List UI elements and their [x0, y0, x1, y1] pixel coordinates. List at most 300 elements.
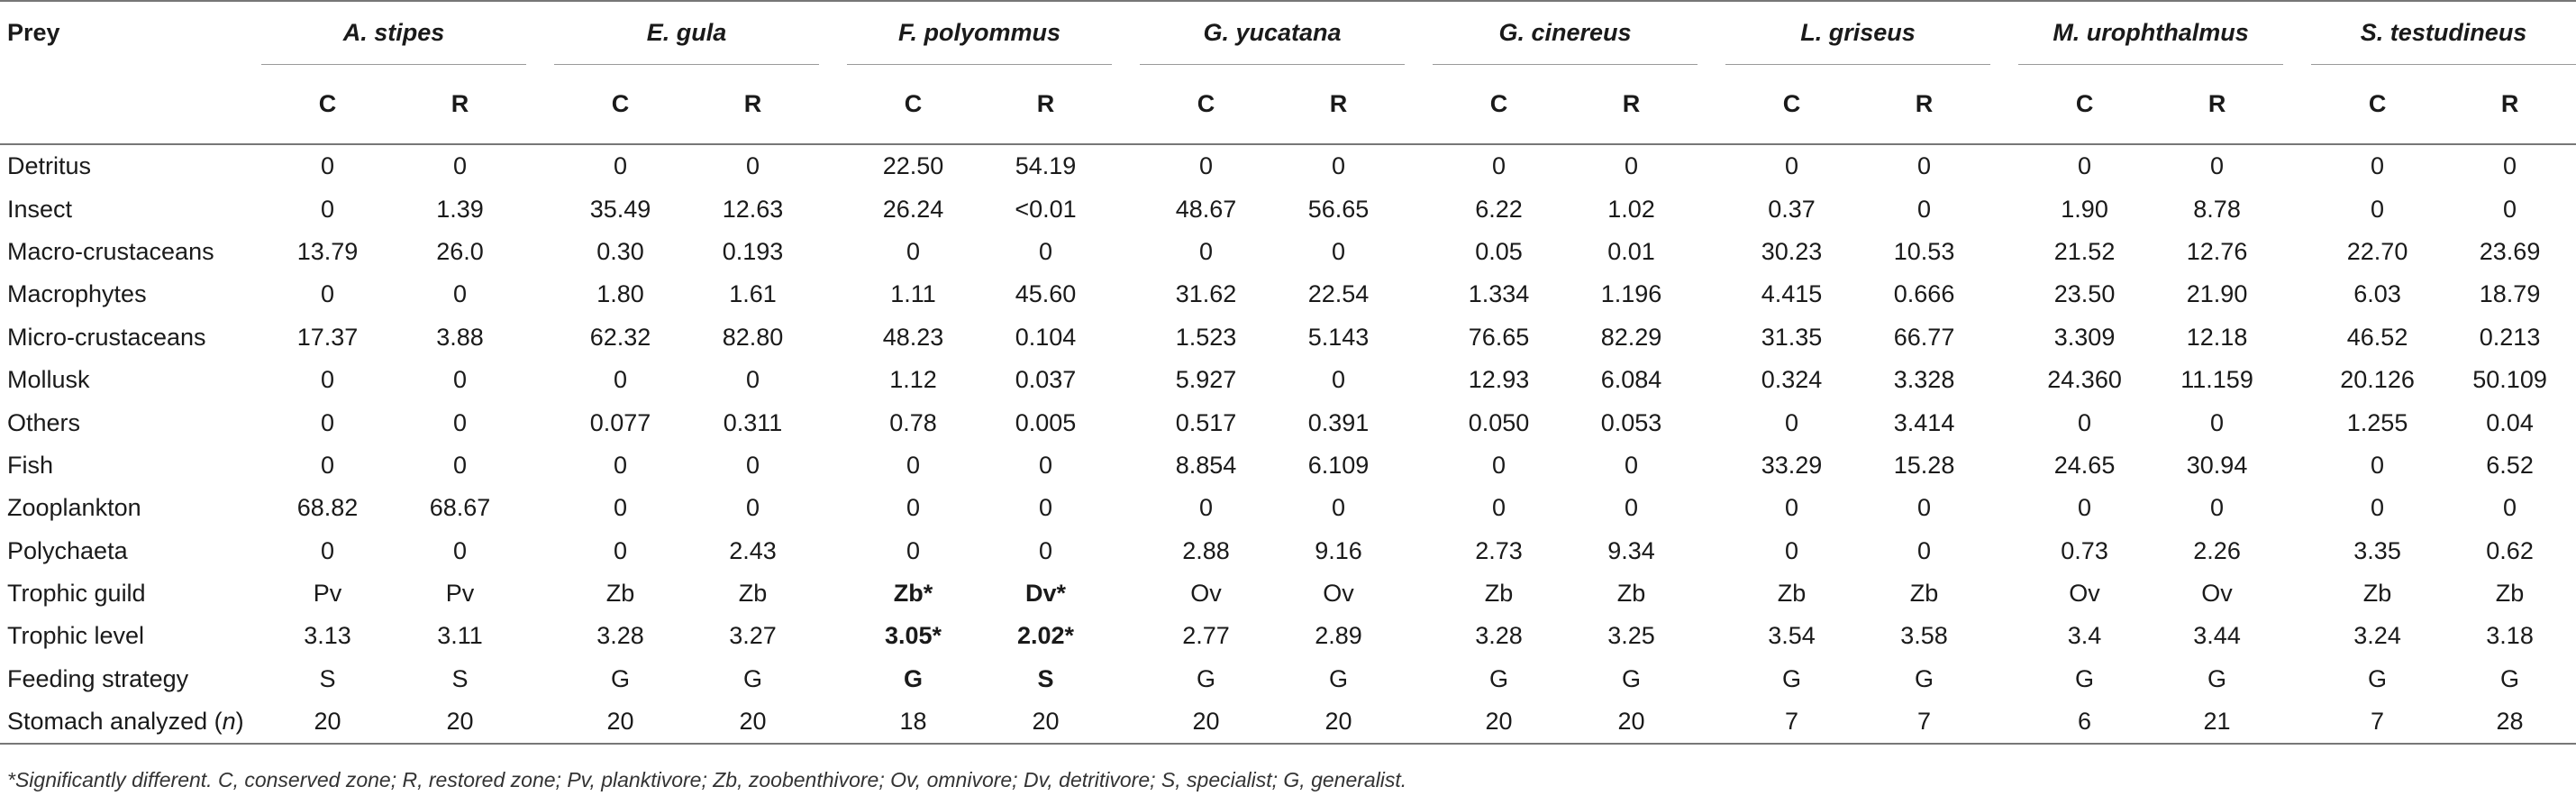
table-cell: 0	[614, 494, 628, 522]
table-cell: 56.65	[1307, 195, 1370, 223]
column-gap	[1405, 273, 1433, 316]
table-cell: 0	[452, 451, 468, 479]
row-label	[0, 401, 261, 444]
column-gap	[1990, 144, 2018, 188]
table-cell: 0.193	[722, 237, 784, 265]
table-cell: 2.77	[1182, 622, 1230, 650]
column-gap	[526, 444, 554, 487]
column-gap	[1112, 530, 1140, 572]
column-gap	[819, 487, 847, 529]
table-cell: Zb	[1777, 580, 1807, 608]
species-header-row	[0, 1, 2576, 65]
table-cell: 31.62	[1175, 280, 1237, 308]
table-cell: 0	[1492, 494, 1506, 522]
table-cell: 7	[1785, 708, 1799, 736]
table-cell: 21.52	[2053, 237, 2116, 265]
column-gap	[2283, 65, 2311, 145]
table-cell: 0	[452, 408, 468, 436]
column-gap	[1112, 273, 1140, 316]
table-cell: G	[1782, 664, 1802, 692]
zone-r-header: R	[394, 65, 526, 145]
table-cell: 76.65	[1468, 323, 1530, 351]
table-cell: 0	[2210, 494, 2225, 522]
row-label-italic: n	[222, 708, 236, 736]
table-cell: 18.79	[2479, 280, 2541, 308]
table-cell: 0	[906, 494, 921, 522]
table-cell: 20	[446, 708, 474, 736]
column-gap	[1990, 572, 2018, 615]
table-cell: 2.89	[1315, 622, 1362, 650]
table-cell: 20	[739, 708, 767, 736]
column-gap	[526, 615, 554, 657]
column-gap	[1698, 615, 1725, 657]
table-cell: G	[743, 664, 763, 692]
table-cell: 1.61	[729, 280, 777, 308]
row-label-text: Macro-crustaceans	[7, 237, 214, 265]
table-cell: 0	[1332, 494, 1346, 522]
table-cell: 0	[1199, 152, 1214, 180]
table-cell: 0	[1625, 451, 1639, 479]
table-cell: 1.02	[1607, 195, 1655, 223]
column-gap	[1405, 700, 1433, 744]
column-gap	[819, 658, 847, 700]
column-gap	[526, 658, 554, 700]
column-gap	[819, 316, 847, 359]
row-label	[0, 188, 261, 230]
table-cell: 0	[320, 195, 335, 223]
table-cell: 0	[2371, 152, 2385, 180]
table-cell: Ov	[1323, 580, 1354, 608]
table-cell: 0.05	[1475, 237, 1523, 265]
table-cell: 0	[2503, 152, 2517, 180]
table-cell: Zb	[1616, 580, 1646, 608]
table-cell: 0.037	[1015, 366, 1077, 394]
row-label	[0, 144, 261, 188]
table-cell: 3.58	[1900, 622, 1948, 650]
table-cell: 0	[2210, 408, 2225, 436]
species-header: L. griseus	[1800, 19, 1916, 46]
table-cell: 23.69	[2479, 237, 2541, 265]
row-label	[0, 700, 261, 744]
row-label	[0, 273, 261, 316]
column-gap	[526, 273, 554, 316]
column-gap	[1990, 444, 2018, 487]
row-label-text: Detritus	[7, 152, 92, 180]
column-gap	[1990, 658, 2018, 700]
column-gap	[1405, 144, 1433, 188]
row-label	[0, 231, 261, 273]
column-gap	[2283, 188, 2311, 230]
table-cell: 0.30	[596, 237, 644, 265]
column-gap	[1698, 700, 1725, 744]
table-cell: 10.53	[1893, 237, 1955, 265]
column-gap	[526, 487, 554, 529]
table-cell: 35.49	[589, 195, 651, 223]
zone-header-row	[0, 65, 2576, 145]
table-cell: 46.52	[2346, 323, 2408, 351]
table-cell: Zb	[605, 580, 635, 608]
column-gap	[1698, 359, 1725, 401]
table-cell: 0	[614, 451, 628, 479]
table-cell: 0	[1039, 451, 1053, 479]
column-gap	[1112, 401, 1140, 444]
table-cell: G	[2075, 664, 2095, 692]
table-cell: 0	[2078, 152, 2092, 180]
table-cell: Dv*	[1025, 580, 1067, 608]
table-cell: 0	[2371, 195, 2385, 223]
table-cell: 0.78	[889, 408, 937, 436]
table-cell: 2.73	[1475, 536, 1523, 564]
table-cell: 0	[1625, 494, 1639, 522]
table-cell: G	[1197, 664, 1216, 692]
column-gap	[1405, 401, 1433, 444]
table-row	[0, 231, 2576, 273]
column-gap	[1112, 316, 1140, 359]
table-cell: 0	[320, 366, 335, 394]
table-cell: 6.084	[1600, 366, 1662, 394]
zone-r-header: R	[979, 65, 1112, 145]
table-row	[0, 700, 2576, 744]
table-cell: 0	[1039, 237, 1053, 265]
column-gap	[1990, 359, 2018, 401]
table-cell: 0	[1332, 152, 1346, 180]
table-cell: 20.126	[2340, 366, 2415, 394]
table-cell: 0.666	[1893, 280, 1955, 308]
table-cell: 9.34	[1607, 536, 1655, 564]
table-cell: 0.324	[1761, 366, 1823, 394]
table-cell: <0.01	[1015, 195, 1077, 223]
table-cell: S	[451, 664, 469, 692]
table-cell: Zb	[1909, 580, 1939, 608]
table-row	[0, 572, 2576, 615]
column-gap	[1698, 401, 1725, 444]
zone-c-header: C	[1140, 65, 1272, 145]
column-gap	[1990, 231, 2018, 273]
column-gap	[1990, 273, 2018, 316]
table-cell: 0	[1785, 152, 1799, 180]
table-cell: 20	[1324, 708, 1352, 736]
row-label-text: Trophic level	[7, 622, 145, 650]
table-cell: G	[1915, 664, 1934, 692]
table-cell: 21	[2203, 708, 2231, 736]
column-gap	[1990, 700, 2018, 744]
row-label-tail: )	[235, 708, 244, 736]
table-cell: 3.414	[1893, 408, 1955, 436]
zone-r-header: R	[1272, 65, 1405, 145]
column-gap	[2283, 530, 2311, 572]
table-cell: 20	[606, 708, 634, 736]
zone-r-header: R	[2151, 65, 2283, 145]
table-cell: S	[319, 664, 336, 692]
table-cell: 82.29	[1600, 323, 1662, 351]
row-label	[0, 444, 261, 487]
table-cell: 0.005	[1015, 408, 1077, 436]
zone-c-header: C	[1725, 65, 1858, 145]
table-cell: 1.90	[2061, 195, 2108, 223]
table-cell: G	[2500, 664, 2520, 692]
column-gap	[1405, 487, 1433, 529]
table-cell: 12.93	[1468, 366, 1530, 394]
column-gap	[1990, 316, 2018, 359]
column-gap	[819, 188, 847, 230]
table-cell: 50.109	[2472, 366, 2547, 394]
table-cell: 0	[1917, 152, 1932, 180]
column-gap	[1112, 359, 1140, 401]
table-cell: 21.90	[2186, 280, 2248, 308]
table-cell: 0	[1917, 494, 1932, 522]
table-cell: 0	[1332, 366, 1346, 394]
zone-c-header: C	[2018, 65, 2151, 145]
table-cell: Pv	[445, 580, 475, 608]
table-cell: 8.78	[2193, 195, 2241, 223]
table-row	[0, 530, 2576, 572]
column-gap	[526, 700, 554, 744]
column-gap	[2283, 615, 2311, 657]
table-cell: 3.13	[304, 622, 351, 650]
column-gap	[1990, 487, 2018, 529]
column-gap	[2283, 144, 2311, 188]
table-cell: 0	[2078, 494, 2092, 522]
table-cell: 0	[1039, 494, 1053, 522]
table-cell: 6.03	[2353, 280, 2401, 308]
column-gap	[1698, 65, 1725, 145]
row-label-text: Macrophytes	[7, 280, 147, 308]
table-cell: 0.37	[1768, 195, 1816, 223]
table-cell: Zb	[738, 580, 768, 608]
column-gap	[1112, 444, 1140, 487]
table-cell: Ov	[1190, 580, 1222, 608]
table-cell: 48.23	[882, 323, 944, 351]
column-gap	[1405, 572, 1433, 615]
zone-r-header: R	[2444, 65, 2576, 145]
column-gap	[1698, 231, 1725, 273]
table-cell: 3.328	[1893, 366, 1955, 394]
table-cell: 0	[906, 451, 921, 479]
column-gap	[819, 615, 847, 657]
table-cell: 0.01	[1607, 237, 1655, 265]
column-gap	[819, 444, 847, 487]
table-cell: 18	[899, 708, 927, 736]
table-cell: 3.44	[2193, 622, 2241, 650]
table-cell: 6.109	[1307, 451, 1370, 479]
column-gap	[1698, 658, 1725, 700]
table-cell: 0.053	[1600, 408, 1662, 436]
column-gap	[2283, 572, 2311, 615]
column-gap	[819, 401, 847, 444]
column-gap	[2283, 444, 2311, 487]
table-cell: 24.65	[2053, 451, 2116, 479]
table-cell: 3.28	[596, 622, 644, 650]
column-gap	[819, 144, 847, 188]
column-gap	[819, 700, 847, 744]
zone-c-header: C	[847, 65, 979, 145]
table-cell: 0	[2503, 195, 2517, 223]
table-cell: 3.54	[1768, 622, 1816, 650]
table-cell: 0	[1199, 237, 1214, 265]
zone-c-header: C	[554, 65, 687, 145]
table-cell: 2.43	[729, 536, 777, 564]
column-gap	[1112, 700, 1140, 744]
table-cell: 30.23	[1761, 237, 1823, 265]
zone-c-header: C	[2311, 65, 2444, 145]
prey-header: Prey	[7, 19, 60, 47]
table-cell: 0	[320, 451, 335, 479]
table-cell: 22.50	[882, 152, 944, 180]
column-gap	[1112, 188, 1140, 230]
table-cell: 0	[2503, 494, 2517, 522]
table-cell: 0	[1332, 237, 1346, 265]
column-gap	[1698, 444, 1725, 487]
table-cell: 30.94	[2186, 451, 2248, 479]
table-cell: 20	[1032, 708, 1060, 736]
table-cell: 0	[1625, 152, 1639, 180]
table-cell: 3.28	[1475, 622, 1523, 650]
row-label	[0, 658, 261, 700]
column-gap	[1405, 658, 1433, 700]
column-gap	[526, 401, 554, 444]
table-row	[0, 401, 2576, 444]
column-gap	[1698, 487, 1725, 529]
table-cell: 2.02*	[1017, 622, 1075, 650]
row-label	[0, 487, 261, 529]
table-cell: 8.854	[1175, 451, 1237, 479]
table-cell: 0	[452, 366, 468, 394]
table-cell: 0.077	[589, 408, 651, 436]
table-cell: 0.311	[723, 408, 783, 436]
column-gap	[2283, 487, 2311, 529]
table-cell: 1.11	[890, 280, 936, 308]
species-header: E. gula	[646, 19, 727, 46]
column-gap	[1112, 615, 1140, 657]
zone-r-header: R	[687, 65, 819, 145]
column-gap	[526, 572, 554, 615]
table-cell: 0.391	[1307, 408, 1370, 436]
table-footnote: *Significantly different. C, conserved zone; R, restored zone; Pv, planktivore; Zb, zoobenthivore; Ov, omnivore; Dv, detritivore; S, specialist; G, generalist.	[7, 768, 1407, 791]
table-cell: 9.16	[1315, 536, 1362, 564]
table-cell: 0	[1917, 536, 1932, 564]
column-gap	[819, 1, 847, 65]
table-cell: 0	[320, 536, 335, 564]
table-cell: 0	[2371, 494, 2385, 522]
table-row	[0, 359, 2576, 401]
table-cell: 4.415	[1761, 280, 1823, 308]
table-header	[0, 1, 2576, 144]
column-gap	[1405, 359, 1433, 401]
table-cell: 20	[1485, 708, 1513, 736]
row-label	[0, 359, 261, 401]
table-cell: 66.77	[1893, 323, 1955, 351]
row-label-text: Others	[7, 408, 81, 436]
table-cell: 0	[906, 536, 921, 564]
table-cell: G	[2368, 664, 2388, 692]
row-label-text: Insect	[7, 195, 73, 223]
zone-c-header: C	[261, 65, 394, 145]
column-gap	[1990, 615, 2018, 657]
row-label	[0, 316, 261, 359]
table-cell: 13.79	[296, 237, 359, 265]
table-cell: 28	[2496, 708, 2524, 736]
column-gap	[1405, 231, 1433, 273]
species-header: F. polyommus	[898, 19, 1061, 46]
table-cell: G	[1622, 664, 1642, 692]
table-cell: 23.50	[2053, 280, 2116, 308]
table-cell: 6	[2078, 708, 2092, 736]
table-cell: S	[1037, 664, 1054, 692]
table-cell: 0	[452, 280, 468, 308]
table-cell: 0	[1492, 152, 1506, 180]
prey-header-spacer	[0, 65, 261, 145]
table-cell: 0	[1785, 494, 1799, 522]
table-cell: 6.52	[2486, 451, 2534, 479]
column-gap	[2283, 401, 2311, 444]
column-gap	[1698, 188, 1725, 230]
column-gap	[2283, 658, 2311, 700]
table-row	[0, 144, 2576, 188]
column-gap	[2283, 700, 2311, 744]
table-cell: 1.12	[889, 366, 937, 394]
table-cell: 0	[320, 408, 335, 436]
table-cell: 0	[906, 237, 921, 265]
table-cell: 0.73	[2061, 536, 2108, 564]
species-header: G. cinereus	[1498, 19, 1632, 46]
table-cell: 48.67	[1175, 195, 1237, 223]
table-cell: 0.213	[2479, 323, 2541, 351]
column-gap	[1405, 65, 1433, 145]
table-cell: 0	[746, 152, 760, 180]
column-gap	[1112, 487, 1140, 529]
zone-r-header: R	[1565, 65, 1698, 145]
column-gap	[819, 359, 847, 401]
table-cell: Zb	[2362, 580, 2392, 608]
column-gap	[526, 359, 554, 401]
row-label	[0, 615, 261, 657]
zone-c-header: C	[1433, 65, 1565, 145]
table-cell: 31.35	[1761, 323, 1823, 351]
table-cell: G	[1329, 664, 1349, 692]
row-label-text: Polychaeta	[7, 536, 128, 564]
column-gap	[1405, 188, 1433, 230]
table-cell: 3.35	[2353, 536, 2401, 564]
table-row	[0, 487, 2576, 529]
column-gap	[1698, 144, 1725, 188]
table-cell: 20	[1192, 708, 1220, 736]
table-cell: 0.050	[1468, 408, 1530, 436]
table-cell: 0	[2078, 408, 2092, 436]
table-cell: 68.82	[296, 494, 359, 522]
table-cell: 3.4	[2067, 622, 2102, 650]
table-cell: 0	[746, 451, 760, 479]
column-gap	[526, 231, 554, 273]
table-cell: 17.37	[296, 323, 359, 351]
table-cell: 20	[1617, 708, 1645, 736]
table-cell: 0	[452, 152, 468, 180]
table-cell: 7	[1917, 708, 1932, 736]
species-header: M. urophthalmus	[2053, 19, 2249, 46]
column-gap	[1698, 530, 1725, 572]
table-row	[0, 188, 2576, 230]
column-gap	[1405, 1, 1433, 65]
column-gap	[2283, 1, 2311, 65]
table-cell: 0	[1785, 408, 1799, 436]
table-cell: 0	[1199, 494, 1214, 522]
table-cell: 5.143	[1307, 323, 1370, 351]
table-cell: 2.26	[2193, 536, 2241, 564]
table-cell: 0	[614, 152, 628, 180]
row-label-text: Trophic guild	[7, 580, 146, 608]
row-label	[0, 572, 261, 615]
table-cell: Ov	[2069, 580, 2100, 608]
table-cell: 3.88	[436, 323, 484, 351]
